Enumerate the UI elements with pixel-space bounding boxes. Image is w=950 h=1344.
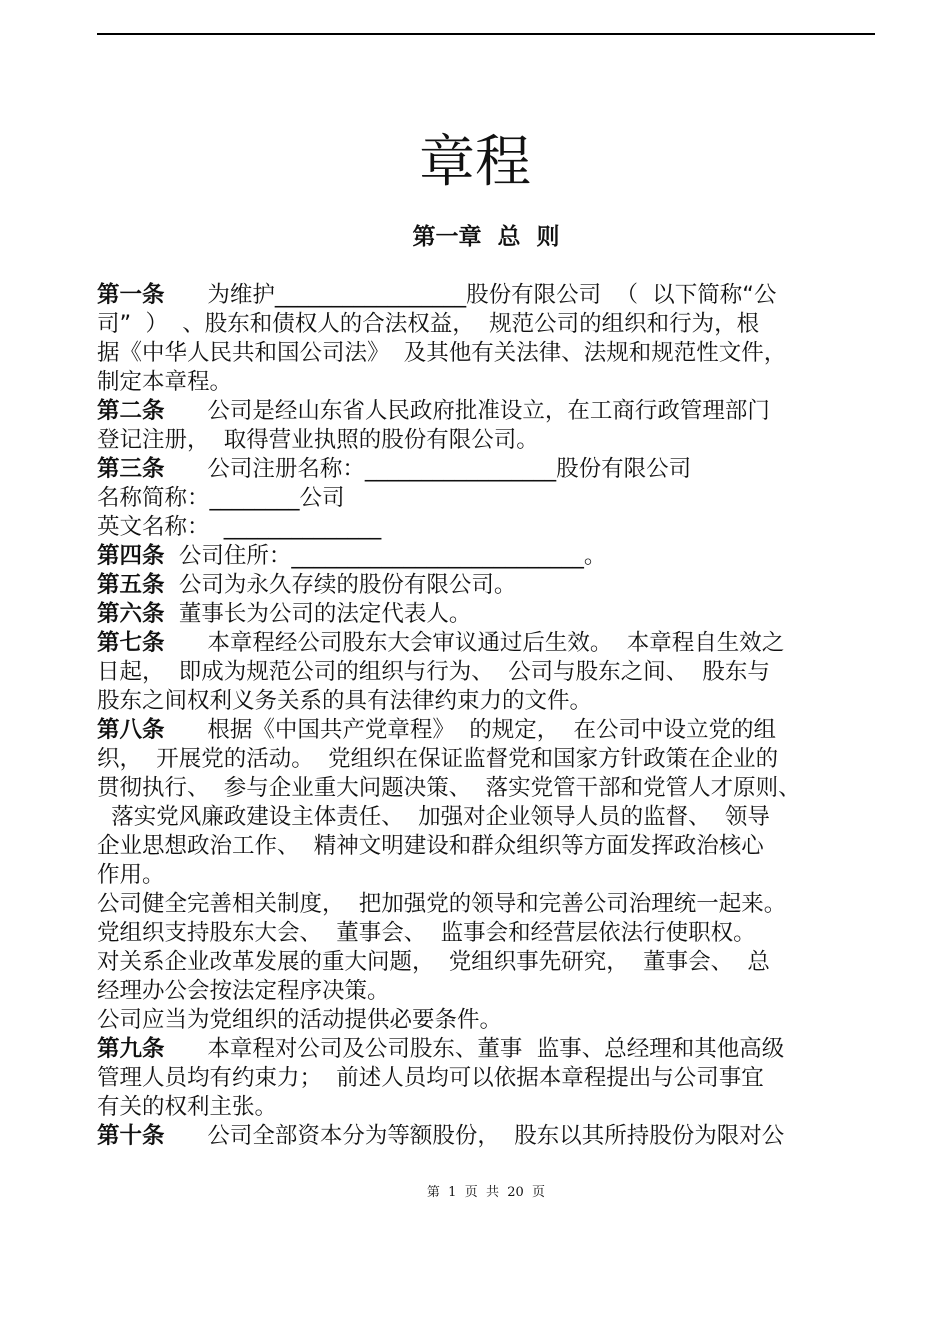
article-text: 落实党风廉政建设主体责任、 加强对企业领导人员的监督、 领导 [97, 804, 770, 830]
article-text: 公司为永久存续的股份有限公司。 [164, 572, 517, 598]
article-text: 公司住所：__________________________。 [164, 543, 607, 569]
article-text: 企业思想政治工作、 精神文明建设和群众组织等方面发挥政治核心 [97, 833, 764, 859]
article-number: 第二条 [97, 398, 165, 424]
page-number-footer: 第 1 页 共 20 页 [426, 1185, 546, 1200]
body-line [97, 629, 875, 658]
article-text: 据《中华人民共和国公司法》 及其他有关法律、法规和规范性文件， [97, 340, 787, 366]
article-text: 公司是经山东省人民政府批准设立，在工商行政管理部门 [164, 398, 770, 424]
article-text: 日起， 即成为规范公司的组织与行为、 公司与股东之间、 股东与 [97, 659, 770, 685]
article-number: 第六条 [97, 601, 165, 627]
article-number: 第三条 [97, 456, 165, 482]
body-line [97, 571, 875, 600]
article-text: 作用。 [97, 862, 165, 888]
article-text: 公司应当为党组织的活动提供必要条件。 [97, 1007, 503, 1033]
body-line [97, 542, 875, 571]
article-number: 第八条 [97, 717, 165, 743]
document-body [97, 281, 875, 1151]
article-text: 织， 开展党的活动。 党组织在保证监督党和国家方针政策在企业的 [97, 746, 779, 772]
body-line [97, 281, 875, 310]
body-line [97, 513, 875, 542]
article-number: 第七条 [97, 630, 165, 656]
article-text: 本章程经公司股东大会审议通过后生效。 本章程自生效之 [164, 630, 785, 656]
body-line [97, 368, 875, 397]
article-text: 董事长为公司的法定代表人。 [164, 601, 472, 627]
body-line [97, 658, 875, 687]
body-line [97, 745, 875, 774]
article-number: 第一条 [97, 282, 165, 308]
body-line [97, 397, 875, 426]
body-line [97, 716, 875, 745]
article-number: 第九条 [97, 1036, 165, 1062]
body-line [97, 310, 875, 339]
article-number: 第十条 [97, 1123, 165, 1149]
body-line [97, 484, 875, 513]
article-text: 贯彻执行、 参与企业重大问题决策、 落实党管干部和党管人才原则、 [97, 775, 801, 801]
body-line [97, 687, 875, 716]
body-line [97, 832, 875, 861]
body-line [97, 1064, 875, 1093]
article-text: 英文名称： ______________ [97, 514, 382, 540]
article-number: 第四条 [97, 543, 165, 569]
article-text: 对关系企业改革发展的重大问题， 党组织事先研究， 董事会、 总 [97, 949, 770, 975]
body-line [97, 803, 875, 832]
article-number: 第五条 [97, 572, 165, 598]
body-line [97, 1006, 875, 1035]
body-line [97, 977, 875, 1006]
body-line [97, 861, 875, 890]
article-text: 管理人员均有约束力； 前述人员均可以依据本章程提出与公司事宜 [97, 1065, 764, 1091]
article-text: 股东之间权利义务关系的具有法律约束力的文件。 [97, 688, 593, 714]
body-line [97, 339, 875, 368]
body-line [97, 1093, 875, 1122]
article-text: 制定本章程。 [97, 369, 233, 395]
article-text: 为维护_________________股份有限公司 （ 以下简称“公 [164, 282, 777, 308]
chapter-heading: 第一章 总 则 [412, 224, 560, 250]
article-text: 公司注册名称：_________________股份有限公司 [164, 456, 692, 482]
body-line [97, 426, 875, 455]
body-line [97, 1035, 875, 1064]
article-text: 公司健全完善相关制度， 把加强党的领导和完善公司治理统一起来。 [97, 891, 787, 917]
article-text: 根据《中国共产党章程》 的规定， 在公司中设立党的组 [164, 717, 777, 743]
article-text: 本章程对公司及公司股东、董事 监事、总经理和其他高级 [164, 1036, 785, 1062]
body-line [97, 600, 875, 629]
body-line [97, 919, 875, 948]
article-text: 公司全部资本分为等额股份， 股东以其所持股份为限对公 [164, 1123, 785, 1149]
body-line [97, 948, 875, 977]
article-text: 名称简称：________公司 [97, 485, 345, 511]
article-text: 党组织支持股东大会、 董事会、 监事会和经营层依法行使职权。 [97, 920, 756, 946]
article-text: 司” ） 、股东和债权人的合法权益， 规范公司的组织和行为，根 [97, 311, 760, 337]
body-line [97, 890, 875, 919]
article-text: 有关的权利主张。 [97, 1094, 278, 1120]
header-rule [97, 33, 875, 35]
article-text: 登记注册， 取得营业执照的股份有限公司。 [97, 427, 539, 453]
body-line [97, 774, 875, 803]
article-text: 经理办公会按法定程序决策。 [97, 978, 390, 1004]
body-line [97, 455, 875, 484]
document-title: 章程 [419, 130, 531, 195]
body-line [97, 1122, 875, 1151]
